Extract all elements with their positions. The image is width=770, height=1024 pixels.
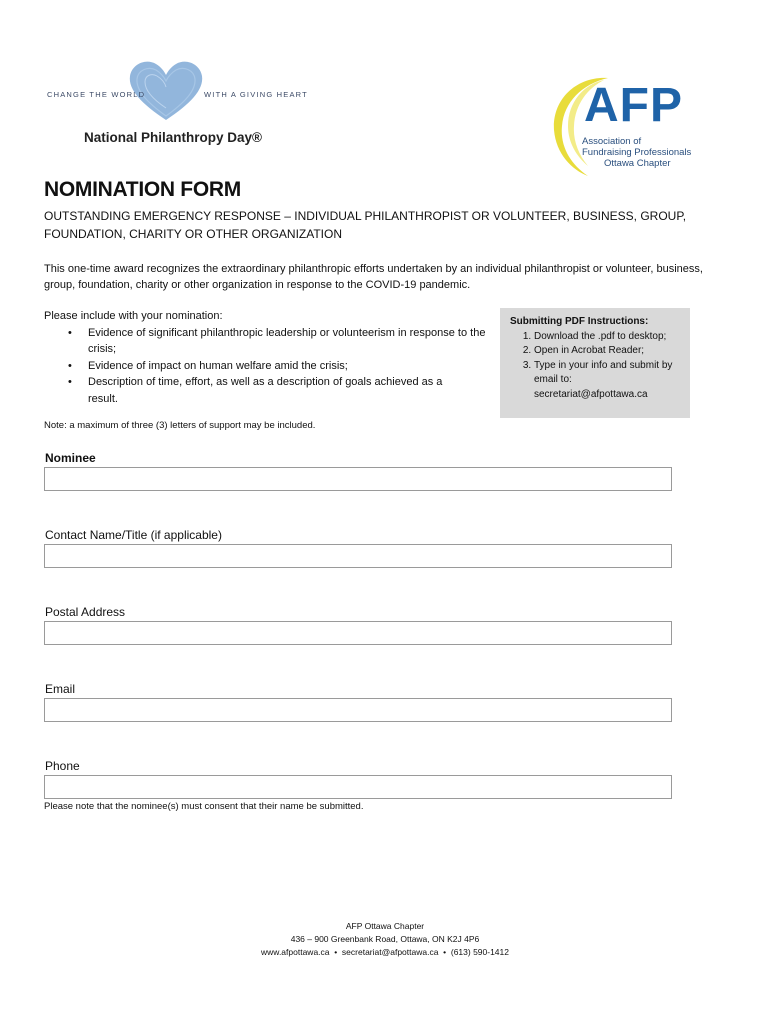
afp-sub-line-2: Fundraising Professionals — [582, 147, 692, 158]
postal-address-field[interactable] — [44, 621, 672, 645]
include-item: • Description of time, effort, as well as a description of goals achieved as a result. — [88, 374, 468, 407]
contact-label: Contact Name/Title (if applicable) — [45, 528, 222, 542]
contact-field[interactable] — [44, 544, 672, 568]
footer-org: AFP Ottawa Chapter — [345, 921, 425, 931]
npd-name: National Philanthropy Day® — [84, 130, 262, 145]
npd-tagline-left: CHANGE THE WORLD — [47, 90, 146, 99]
pdf-step: 3. Type in your info and submit by email to: secretariat@afpottawa.ca — [534, 359, 680, 403]
afp-subtitle — [582, 136, 691, 169]
include-section — [44, 308, 494, 407]
award-description: This one-time award recognizes the extraordinary philanthropic efforts undertaken by an individual philanthropist or volunteer, business, group, foundation, charity or other organization in response to the COVID-19 pandemic. — [44, 263, 703, 291]
support-letters-note: Note: a maximum of three (3) letters of support may be included. — [44, 420, 316, 431]
afp-sub-line-3: Ottawa Chapter — [604, 158, 671, 169]
include-item: • Evidence of impact on human welfare amid the crisis; — [88, 358, 494, 375]
afp-logo — [548, 72, 718, 192]
postal-address-label: Postal Address — [45, 605, 126, 619]
consent-note: Please note that the nominee(s) must consent that their name be submitted. — [44, 801, 364, 812]
nominee-label: Nominee — [45, 451, 96, 465]
pdf-instructions-heading: Submitting PDF Instructions: — [510, 316, 649, 327]
pdf-instructions-box — [500, 308, 690, 418]
footer — [0, 920, 770, 959]
email-label: Email — [45, 682, 76, 696]
form-title: NOMINATION FORM — [44, 178, 241, 201]
award-category: OUTSTANDING EMERGENCY RESPONSE – INDIVIDUAL PHILANTHROPIST OR VOLUNTEER, BUSINESS, GROUP, FOUNDATION, CHARITY OR OTHER ORGANIZATION — [44, 209, 687, 241]
npd-tagline-right: WITH A GIVING HEART — [204, 90, 308, 99]
pdf-step: 2. Open in Acrobat Reader; — [534, 344, 680, 359]
include-heading: Please include with your nomination: — [44, 310, 223, 322]
pdf-instructions-list — [510, 330, 680, 403]
nominee-field[interactable] — [44, 467, 672, 491]
afp-sub-line-1: Association of — [582, 136, 642, 147]
footer-contact: www.afpottawa.ca • secretariat@afpottawa.ca • (613) 590-1412 — [261, 947, 509, 957]
afp-wordmark: AFP — [584, 79, 683, 132]
email-field[interactable] — [44, 698, 672, 722]
include-list — [44, 325, 494, 408]
include-item: • Evidence of significant philanthropic leadership or volunteerism in response to the crisis; — [88, 325, 494, 358]
phone-field[interactable] — [44, 775, 672, 799]
footer-address: 436 – 900 Greenbank Road, Ottawa, ON K2J 4P6 — [290, 934, 480, 944]
pdf-step: 1. Download the .pdf to desktop; — [534, 330, 680, 345]
phone-label: Phone — [45, 759, 80, 773]
npd-logo — [44, 56, 308, 156]
